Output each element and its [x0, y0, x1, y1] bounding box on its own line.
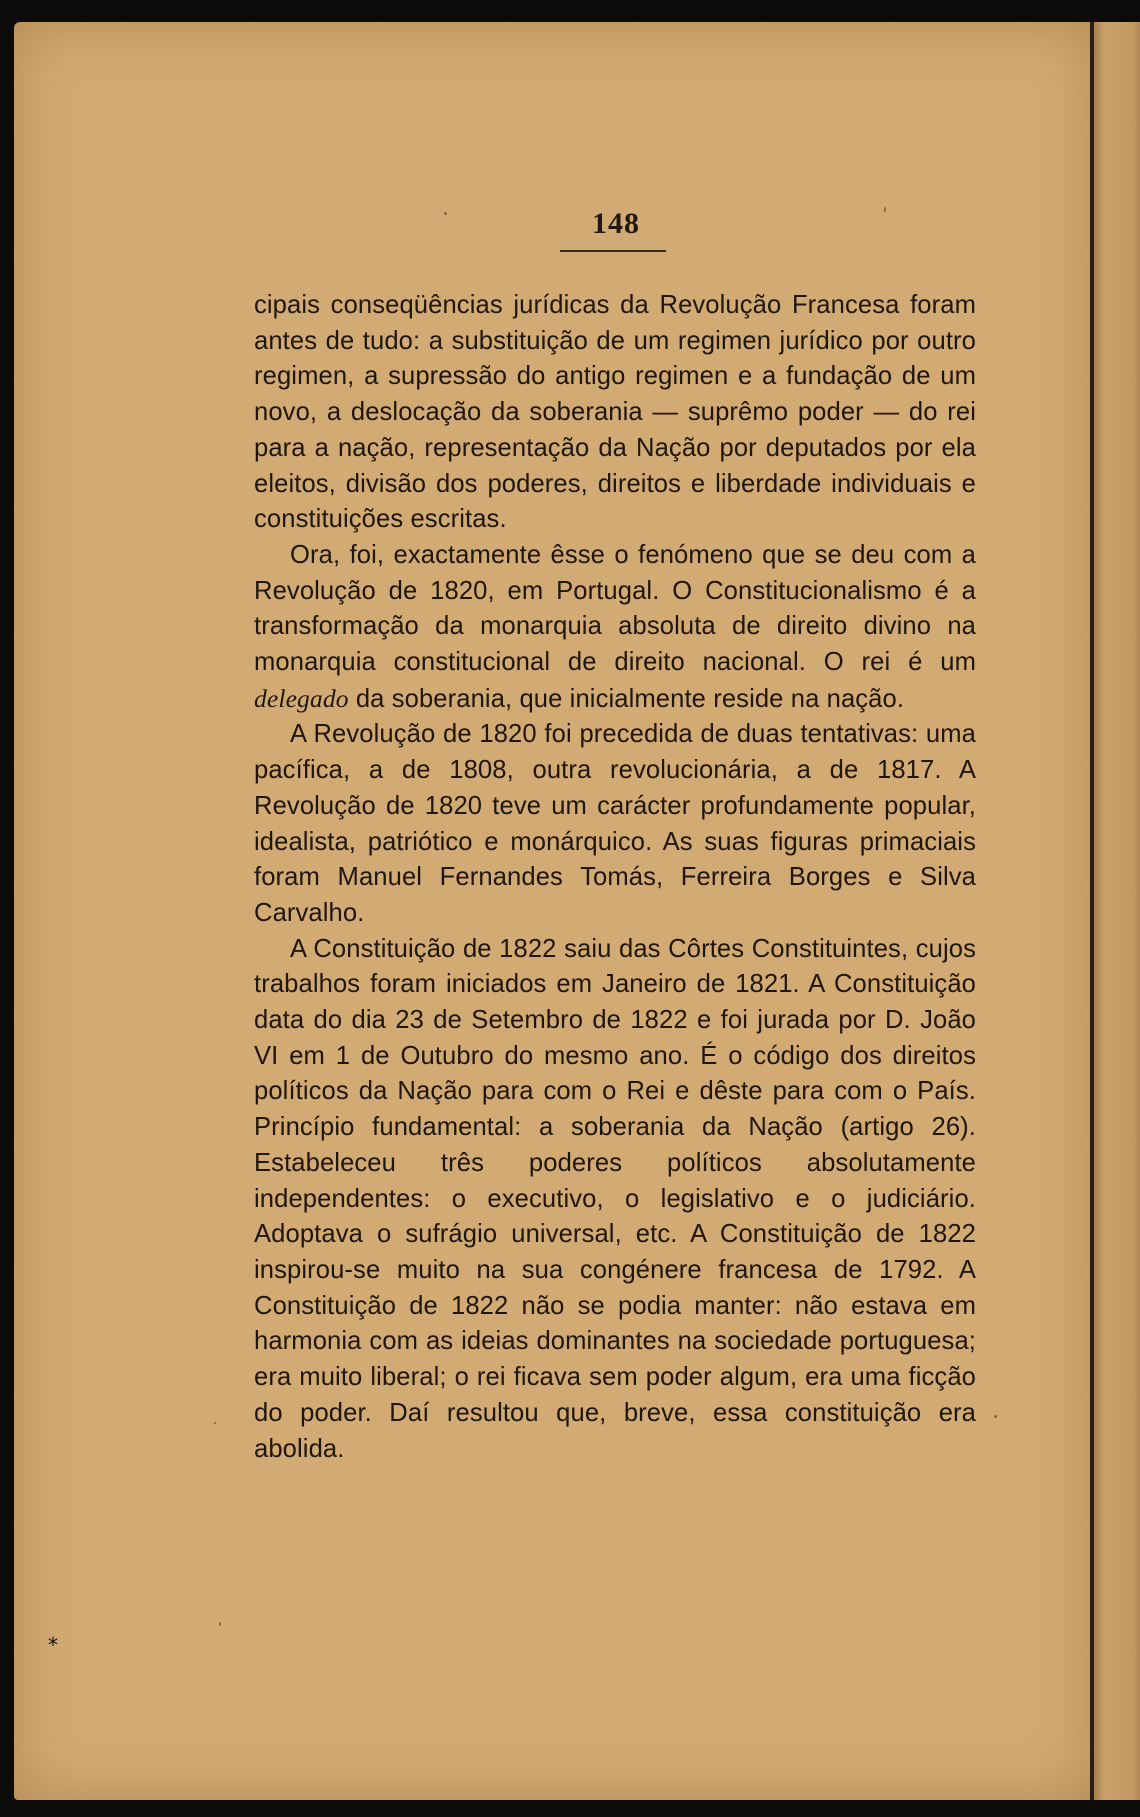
paper-speck [219, 1622, 221, 1626]
paragraph-4: A Constituição de 1822 saiu das Côrtes Constituintes, cujos trabalhos foram iniciados em Janeiro de 1821. A Constituição data do dia 23 de Setembro de 1822 e foi jurada por D. João VI em 1 de Outubro do mesmo ano. É o código dos direitos políticos da Nação para com o Rei e dêste para com o País. Princípio fundamental: a soberania da Nação (artigo 26). Estabeleceu três poderes políticos absolutamente independentes: o executivo, o legislativo e o judiciário. Adoptava o sufrágio universal, etc. A Constituição de 1822 inspirou-se muito na sua congénere francesa de 1792. A Constituição de 1822 não se podia manter: não estava em harmonia com as ideias dominantes na sociedade portuguesa; era muito liberal; o rei ficava sem poder algum, era uma ficção do poder. Daí resultou que, breve, essa constituição era abolida. [254, 934, 976, 1463]
paragraph-2 [254, 538, 976, 718]
margin-mark: * [48, 1633, 58, 1657]
body-text [254, 288, 976, 1467]
italic-term: delegado [254, 683, 349, 713]
page-number: 148 [592, 207, 640, 240]
page-number-rule [560, 250, 666, 252]
paragraph-1: cipais conseqüências jurídicas da Revolução Francesa foram antes de tudo: a substituição de um regimen jurídico por outro regimen, a supressão do antigo regimen e a fundação de um novo, a deslocação da soberania — suprêmo poder — do rei para a nação, representação da Nação por deputados por ela eleitos, divisão dos poderes, direitos e liberdade individuais e constituições escritas. [254, 291, 976, 534]
paper-speck [884, 207, 886, 212]
paragraph-2-text-end: da soberania, que inicialmente reside na nação. [348, 684, 905, 713]
paragraph-3: A Revolução de 1820 foi precedida de duas tentativas: uma pacífica, a de 1808, outra revolucionária, a de 1817. A Revolução de 1820 teve um carácter profundamente popular, idealista, patriótico e monárquico. As suas figuras primaciais foram Manuel Fernandes Tomás, Ferreira Borges e Silva Carvalho. [254, 720, 976, 927]
paper-speck [214, 1422, 216, 1424]
facing-page-edge [1094, 22, 1140, 1800]
paper-speck [994, 1415, 997, 1418]
paper-speck [444, 212, 447, 215]
paragraph-2-text: Ora, foi, exactamente êsse o fenómeno que se deu com a Revolução de 1820, em Portugal. O Constitucionalismo é a transformação da monarquia absoluta de direito divino na monarquia constitucional de direito nacional. O rei é um [254, 540, 976, 677]
